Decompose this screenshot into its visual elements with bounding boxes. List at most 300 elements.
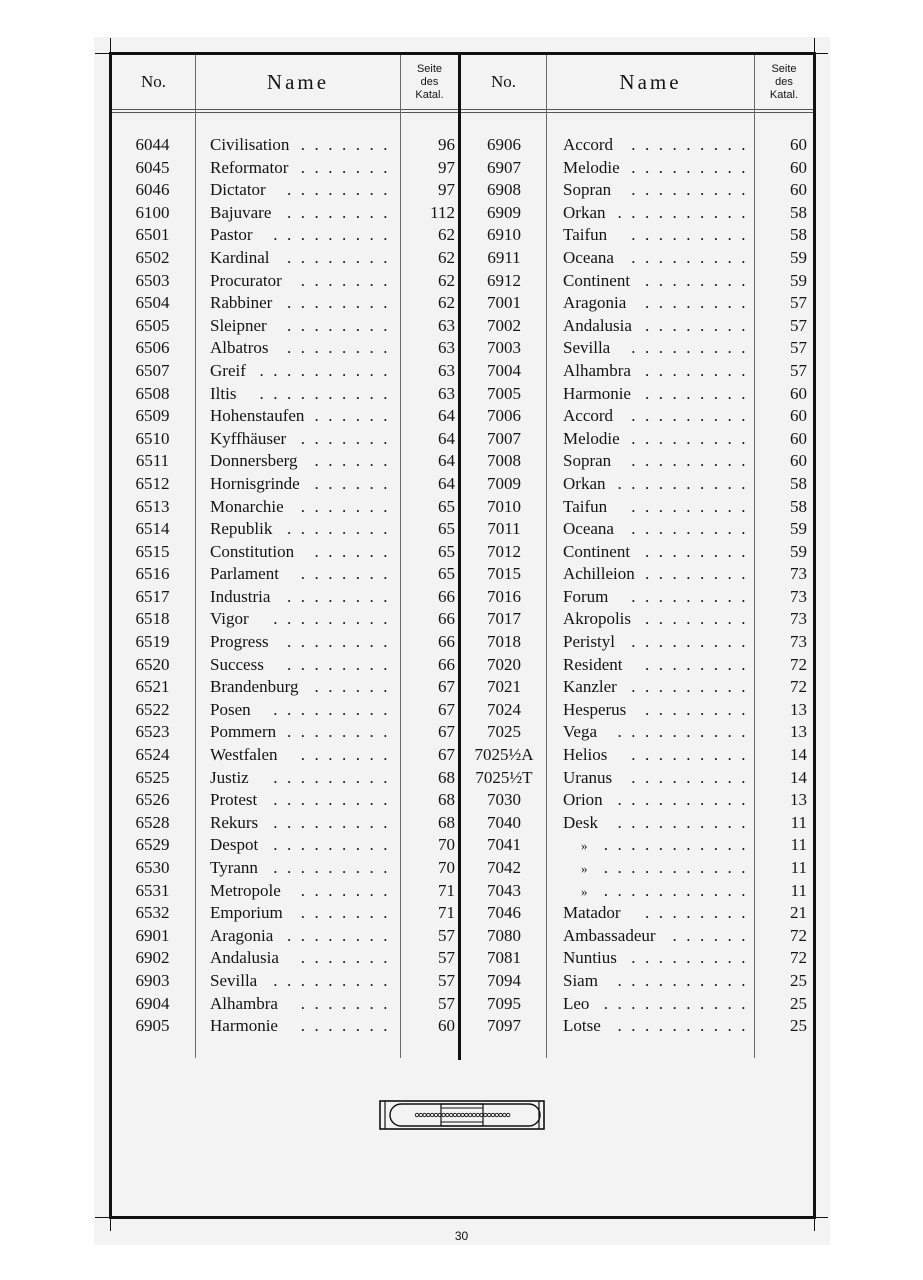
item-name: [563, 947, 763, 970]
harmonica-icon: [379, 1100, 545, 1130]
item-name-text: Posen: [210, 699, 251, 719]
item-name: [563, 496, 763, 519]
catalog-page-ref: 67: [438, 745, 455, 765]
item-name-text: Rabbiner: [210, 293, 273, 313]
dot-leader: ........: [287, 632, 397, 652]
table-row: [110, 767, 460, 790]
table-row: [110, 812, 460, 835]
item-name: [563, 902, 763, 925]
item-number: 7006: [487, 406, 521, 426]
catalog-table-right: [461, 134, 815, 1038]
dot-leader: ...........: [603, 835, 755, 855]
table-row: [461, 315, 815, 338]
item-number: 7001: [487, 293, 521, 313]
catalog-page-ref: 64: [438, 406, 455, 426]
table-row: [461, 608, 815, 631]
item-name-text: Alhambra: [563, 360, 631, 380]
item-number: 7080: [487, 925, 521, 945]
dot-leader: ........: [645, 360, 755, 380]
item-name: [563, 202, 763, 225]
catalog-page-ref: 58: [790, 225, 807, 245]
dot-leader: ........: [645, 541, 755, 561]
item-number: 7024: [487, 699, 521, 719]
item-name-text: Republik: [210, 519, 273, 539]
dot-leader: .........: [273, 812, 397, 832]
item-number: 6508: [135, 383, 170, 403]
item-number: 6509: [135, 406, 170, 426]
item-name: [210, 947, 405, 970]
table-row: [110, 1015, 460, 1038]
item-name-text: Reformator: [210, 157, 289, 177]
item-name-text: Matador: [563, 903, 621, 923]
catalog-page-ref: 62: [438, 270, 455, 290]
catalog-page-ref: 11: [790, 858, 807, 877]
catalog-page-ref: 25: [790, 1016, 807, 1036]
item-number: 6525: [135, 767, 170, 787]
harmonica-hole: [442, 1113, 445, 1116]
catalog-page-ref: 57: [790, 315, 807, 335]
harmonica-hole: [427, 1113, 430, 1116]
dot-leader: ..........: [617, 812, 755, 832]
catalog-page-ref: 60: [790, 406, 807, 426]
dot-leader: ......: [314, 451, 397, 471]
dot-leader: ........: [645, 383, 755, 403]
item-name: [563, 857, 763, 881]
catalog-page-ref: 64: [438, 473, 455, 493]
catalog-page-ref: 72: [790, 948, 807, 968]
item-name-text: Orion: [563, 790, 603, 810]
dot-leader: ........: [287, 654, 397, 674]
item-name: [210, 563, 405, 586]
table-row: [461, 834, 815, 857]
catalog-page-ref: 65: [438, 564, 455, 584]
catalog-page-ref: 67: [438, 677, 455, 697]
catalog-page-ref: 64: [438, 451, 455, 471]
harmonica-hole: [472, 1113, 475, 1116]
table-row: [110, 857, 460, 880]
item-name: [563, 541, 763, 564]
ditto-mark: »: [581, 883, 588, 899]
catalog-page-ref: 66: [438, 654, 455, 674]
item-number: 7095: [487, 993, 521, 1013]
item-name: [210, 902, 405, 925]
item-name-text: Helios: [563, 745, 608, 765]
header-rule-lower: [112, 112, 813, 113]
dot-leader: ......: [672, 925, 755, 945]
dot-leader: ........: [287, 315, 397, 335]
item-number: 6528: [135, 812, 170, 832]
item-name: [210, 744, 405, 767]
item-name: [563, 157, 763, 180]
dot-leader: ........: [287, 586, 397, 606]
item-name: [563, 654, 763, 677]
header-page-line: Katal.: [415, 88, 444, 101]
item-number: 6524: [135, 745, 170, 765]
table-row: [110, 993, 460, 1016]
table-row: [110, 224, 460, 247]
dot-leader: .........: [631, 157, 755, 177]
catalog-page-ref: 58: [790, 473, 807, 493]
item-number: 6504: [135, 293, 170, 313]
item-name: [563, 925, 763, 948]
item-name-text: Orkan: [563, 202, 606, 222]
item-number: 6513: [135, 496, 170, 516]
catalog-page-ref: 62: [438, 247, 455, 267]
dot-leader: .........: [273, 835, 397, 855]
catalog-page-ref: 66: [438, 586, 455, 606]
catalog-page-ref: 58: [790, 496, 807, 516]
item-number: 7003: [487, 338, 521, 358]
item-name-text: Leo: [563, 993, 590, 1013]
item-name: [210, 631, 405, 654]
header-no-right: No.: [490, 72, 517, 91]
table-row: [110, 518, 460, 541]
harmonica-hole: [491, 1113, 494, 1116]
catalog-page-ref: 73: [790, 586, 807, 606]
item-name: [210, 315, 405, 338]
item-name-text: Vega: [563, 722, 597, 742]
catalog-page-ref: 13: [790, 790, 807, 810]
table-row: [461, 337, 815, 360]
item-number: 6911: [487, 247, 521, 267]
table-row: [461, 699, 815, 722]
catalog-page-ref: 62: [438, 225, 455, 245]
item-name: [210, 179, 405, 202]
table-row: [110, 654, 460, 677]
catalog-page-ref: 65: [438, 496, 455, 516]
catalog-page-ref: 60: [790, 428, 807, 448]
item-name-text: Rekurs: [210, 812, 259, 832]
table-row: [461, 993, 815, 1016]
item-number: 6912: [487, 270, 521, 290]
item-name: [563, 428, 763, 451]
item-name-text: Hesperus: [563, 699, 627, 719]
dot-leader: .........: [631, 135, 755, 154]
item-name-text: Forum: [563, 586, 609, 606]
catalog-page-ref: 25: [790, 993, 807, 1013]
item-number: 6901: [135, 925, 170, 945]
table-row: [461, 270, 815, 293]
item-number: 6517: [135, 586, 170, 606]
dot-leader: .......: [300, 270, 397, 290]
catalog-page-ref: 60: [790, 135, 807, 154]
item-name-text: Greif: [210, 360, 246, 380]
dot-leader: ........: [287, 338, 397, 358]
item-name: [210, 925, 405, 948]
item-number: 6904: [135, 993, 170, 1013]
item-number: 6100: [135, 202, 170, 222]
table-row: [461, 134, 815, 157]
item-name: [210, 993, 405, 1016]
item-name-text: Despot: [210, 835, 259, 855]
dot-leader: .........: [273, 790, 397, 810]
item-name: [563, 360, 763, 383]
catalog-page-ref: 14: [790, 745, 807, 765]
item-name: [210, 292, 405, 315]
item-name-text: Akropolis: [563, 609, 631, 629]
table-row: [461, 541, 815, 564]
item-name-text: Sleipner: [210, 315, 267, 335]
table-row: [461, 518, 815, 541]
dot-leader: .........: [273, 699, 397, 719]
item-name: [563, 337, 763, 360]
item-name: [563, 1015, 763, 1038]
item-name: [210, 383, 405, 406]
item-name: [210, 496, 405, 519]
item-number: 7016: [487, 586, 521, 606]
item-name-text: Industria: [210, 586, 271, 606]
table-row: [110, 880, 460, 903]
item-number: 7021: [487, 677, 521, 697]
item-number: 6506: [135, 338, 170, 358]
item-name: [563, 224, 763, 247]
header-name-left: Name: [266, 69, 330, 94]
table-row: [461, 586, 815, 609]
dot-leader: ......: [314, 541, 397, 561]
table-row: [461, 405, 815, 428]
item-number: 7004: [487, 360, 521, 380]
table-row: [110, 631, 460, 654]
dot-leader: .........: [631, 428, 755, 448]
item-name-text: Procurator: [210, 270, 282, 290]
item-name-text: Sopran: [563, 451, 612, 471]
catalog-page-ref: 73: [790, 609, 807, 629]
catalog-page-ref: 59: [790, 270, 807, 290]
item-name: [563, 518, 763, 541]
table-row: [110, 450, 460, 473]
dot-leader: .........: [631, 338, 755, 358]
item-name-text: Kanzler: [563, 677, 617, 697]
item-number: 6902: [135, 948, 170, 968]
item-name: [210, 428, 405, 451]
dot-leader: ..........: [617, 970, 755, 990]
catalog-page-ref: 73: [790, 564, 807, 584]
dot-leader: .........: [631, 767, 755, 787]
dot-leader: ..........: [259, 383, 397, 403]
item-name: [210, 767, 405, 790]
item-number: 7030: [487, 790, 521, 810]
item-name: [563, 880, 763, 904]
header-page-right: [755, 55, 813, 109]
item-number: 7025: [487, 722, 521, 742]
catalog-page-ref: 59: [790, 519, 807, 539]
header-page-line: des: [775, 75, 793, 88]
item-number: 6520: [135, 654, 170, 674]
item-name: [210, 789, 405, 812]
item-name: [563, 812, 763, 835]
header-page-line: Seite: [416, 62, 443, 75]
table-row: [110, 586, 460, 609]
dot-leader: ...........: [603, 993, 755, 1013]
item-name-text: Nuntius: [563, 948, 617, 968]
table-row: [461, 202, 815, 225]
dot-leader: .......: [300, 135, 397, 154]
item-number: 6521: [135, 677, 170, 697]
table-row: [110, 947, 460, 970]
dot-leader: .........: [273, 858, 397, 877]
catalog-page-ref: 57: [790, 293, 807, 313]
table-row: [461, 789, 815, 812]
catalog-page-ref: 57: [790, 360, 807, 380]
item-number: 7025½A: [474, 745, 534, 765]
item-name: [210, 270, 405, 293]
item-name-text: Melodie: [563, 428, 620, 448]
item-number: 7015: [487, 564, 521, 584]
table-row: [110, 134, 460, 157]
dot-leader: ......: [314, 677, 397, 697]
dot-leader: .........: [631, 406, 755, 426]
item-name-text: Albatros: [210, 338, 269, 358]
item-name: [563, 676, 763, 699]
table-row: [461, 1015, 815, 1038]
page-number: 30: [454, 1229, 469, 1243]
dot-leader: ..........: [617, 722, 755, 742]
item-number: 6903: [135, 970, 170, 990]
dot-leader: ...........: [603, 858, 755, 877]
table-row: [461, 880, 815, 903]
catalog-page-ref: 57: [790, 338, 807, 358]
table-row: [461, 902, 815, 925]
item-number: 6532: [135, 903, 170, 923]
table-row: [461, 721, 815, 744]
catalog-page-ref: 63: [438, 338, 455, 358]
dot-leader: .........: [631, 632, 755, 652]
table-row: [461, 428, 815, 451]
item-number: 7043: [487, 880, 521, 900]
item-name-text: Harmonie: [563, 383, 631, 403]
item-name-text: Accord: [563, 406, 614, 426]
table-row: [110, 902, 460, 925]
item-name-text: Constitution: [210, 541, 295, 561]
item-number: 6514: [135, 519, 170, 539]
item-number: 7046: [487, 903, 521, 923]
catalog-page-ref: 63: [438, 383, 455, 403]
table-row: [110, 315, 460, 338]
item-name: [210, 134, 405, 157]
dot-leader: .........: [273, 767, 397, 787]
catalog-page-ref: 60: [790, 383, 807, 403]
item-name-text: Peristyl: [563, 632, 615, 652]
item-name-text: Andalusia: [210, 948, 279, 968]
catalog-page-ref: 60: [790, 180, 807, 200]
item-number: 7007: [487, 428, 521, 448]
frame-bottom-rule: [110, 1216, 816, 1219]
item-name: [210, 608, 405, 631]
table-row: [461, 247, 815, 270]
catalog-page-ref: 60: [438, 1016, 455, 1036]
catalog-page-ref: 66: [438, 609, 455, 629]
item-name: [210, 473, 405, 496]
item-number: 6526: [135, 790, 170, 810]
item-name-text: Metropole: [210, 880, 281, 900]
item-number: 7011: [487, 519, 521, 539]
item-name-text: Taifun: [563, 225, 608, 245]
item-name: [563, 586, 763, 609]
catalog-page-ref: 97: [438, 180, 455, 200]
item-name-text: Oceana: [563, 519, 614, 539]
item-number: 6905: [135, 1016, 170, 1036]
catalog-page-ref: 60: [790, 451, 807, 471]
catalog-page-ref: 21: [790, 903, 807, 923]
item-name-text: Siam: [563, 970, 598, 990]
item-name-text: Aragonia: [210, 925, 274, 945]
dot-leader: .........: [631, 496, 755, 516]
dot-leader: .......: [300, 428, 397, 448]
item-name-text: Achilleion: [563, 564, 635, 584]
dot-leader: ........: [645, 564, 755, 584]
dot-leader: .......: [300, 157, 397, 177]
table-row: [110, 247, 460, 270]
ditto-mark: »: [581, 861, 588, 876]
harmonica-hole: [419, 1113, 422, 1116]
dot-leader: .........: [631, 677, 755, 697]
table-row: [110, 270, 460, 293]
table-row: [110, 473, 460, 496]
item-number: 6522: [135, 699, 170, 719]
item-name: [210, 970, 405, 993]
item-number: 6530: [135, 858, 170, 877]
item-name: [563, 247, 763, 270]
catalog-page-ref: 64: [438, 428, 455, 448]
dot-leader: ........: [287, 519, 397, 539]
item-number: 6044: [135, 135, 170, 154]
dot-leader: ..........: [617, 1016, 755, 1036]
item-name: [563, 383, 763, 406]
header-page-line: des: [420, 75, 439, 88]
item-number: 6523: [135, 722, 170, 742]
dot-leader: .......: [300, 993, 397, 1013]
item-name-text: Ambassadeur: [563, 925, 656, 945]
catalog-page-ref: 72: [790, 677, 807, 697]
catalog-page-ref: 59: [790, 247, 807, 267]
dot-leader: .........: [631, 180, 755, 200]
item-name: [210, 518, 405, 541]
harmonica-hole: [453, 1113, 456, 1116]
table-row: [110, 789, 460, 812]
catalog-page-ref: 57: [438, 948, 455, 968]
item-name-text: Civilisation: [210, 135, 290, 154]
item-number: 6908: [487, 180, 521, 200]
harmonica-hole: [461, 1113, 464, 1116]
item-number: 6511: [135, 451, 170, 471]
item-number: 7005: [487, 383, 521, 403]
table-row: [110, 383, 460, 406]
dot-leader: ......: [314, 406, 397, 426]
item-number: 6507: [135, 360, 170, 380]
catalog-page-ref: 57: [438, 925, 455, 945]
item-name: [210, 812, 405, 835]
harmonica-hole: [484, 1113, 487, 1116]
catalog-table-left: [110, 134, 460, 1038]
dot-leader: .......: [300, 1016, 397, 1036]
item-name: [563, 631, 763, 654]
catalog-page-ref: 13: [790, 699, 807, 719]
harmonica-hole: [495, 1113, 498, 1116]
item-name: [210, 699, 405, 722]
item-number: 6906: [487, 135, 521, 154]
item-name-text: Continent: [563, 270, 631, 290]
item-number: 6516: [135, 564, 170, 584]
item-number: 7018: [487, 632, 521, 652]
catalog-page-ref: 112: [430, 202, 455, 222]
item-number: 7020: [487, 654, 521, 674]
table-row: [461, 857, 815, 880]
table-row: [461, 292, 815, 315]
catalog-page-ref: 14: [790, 767, 807, 787]
item-name-text: Emporium: [210, 903, 283, 923]
table-row: [110, 563, 460, 586]
table-row: [110, 699, 460, 722]
